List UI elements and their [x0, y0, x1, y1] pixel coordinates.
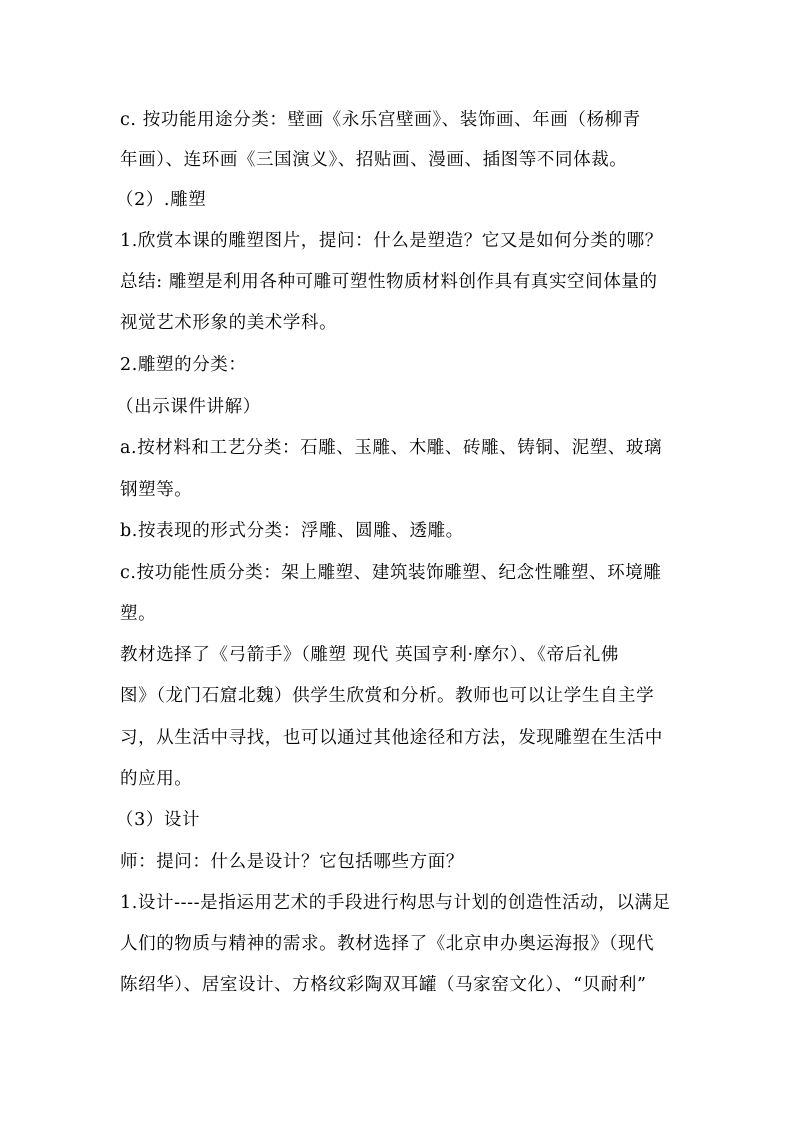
text-line: 教材选择了《弓箭手》（雕塑 现代 英国亨利·摩尔）、《帝后礼佛 [120, 645, 620, 665]
text-line: 年画）、连环画《三国演义》、招贴画、漫画、插图等不同体裁。 [120, 150, 628, 170]
text-line: 1.设计----是指运用艺术的手段进行构思与计划的创造性活动，以满足 [120, 893, 671, 913]
text-line: b.按表现的形式分类：浮雕、圆雕、透雕。 [120, 521, 464, 541]
text-line: 总结: 雕塑是利用各种可雕可塑性物质材料创作具有真实空间体量的 [120, 272, 658, 292]
section-heading: （2）.雕塑 [116, 190, 207, 210]
section-heading: （3）设计 [116, 810, 201, 830]
text-line: c.按功能性质分类：架上雕塑、建筑装饰雕塑、纪念性雕塑、环境雕 [120, 563, 662, 583]
text-line: 塑。 [120, 604, 157, 624]
text-line: c. 按功能用途分类：壁画《永乐宫壁画》、装饰画、年画（杨柳青 [120, 110, 641, 130]
text-line: 2.雕塑的分类： [120, 355, 247, 375]
text-line: 视觉艺术形象的美术学科。 [120, 313, 338, 333]
text-line: 钢塑等。 [120, 480, 193, 500]
text-line: 的应用。 [120, 769, 193, 789]
text-line: 习，从生活中寻找，也可以通过其他途径和方法，发现雕塑在生活中 [120, 728, 663, 748]
text-line: 人们的物质与精神的需求。教材选择了《北京申办奥运海报》（现代 [120, 934, 655, 954]
text-line: 陈绍华）、居室设计、方格纹彩陶双耳罐（马家窑文化）、“贝耐利” [120, 975, 647, 995]
text-line: 图》（龙门石窟北魏）供学生欣赏和分析。教师也可以让学生自主学 [120, 686, 655, 706]
text-line: 1.欣赏本课的雕塑图片，提问：什么是塑造？它又是如何分类的哪？ [120, 231, 663, 251]
text-line: a.按材料和工艺分类：石雕、玉雕、木雕、砖雕、铸铜、泥塑、玻璃 [120, 438, 663, 458]
text-line: （出示课件讲解） [116, 397, 261, 417]
text-line: 师：提问：什么是设计？它包括哪些方面？ [120, 852, 464, 872]
